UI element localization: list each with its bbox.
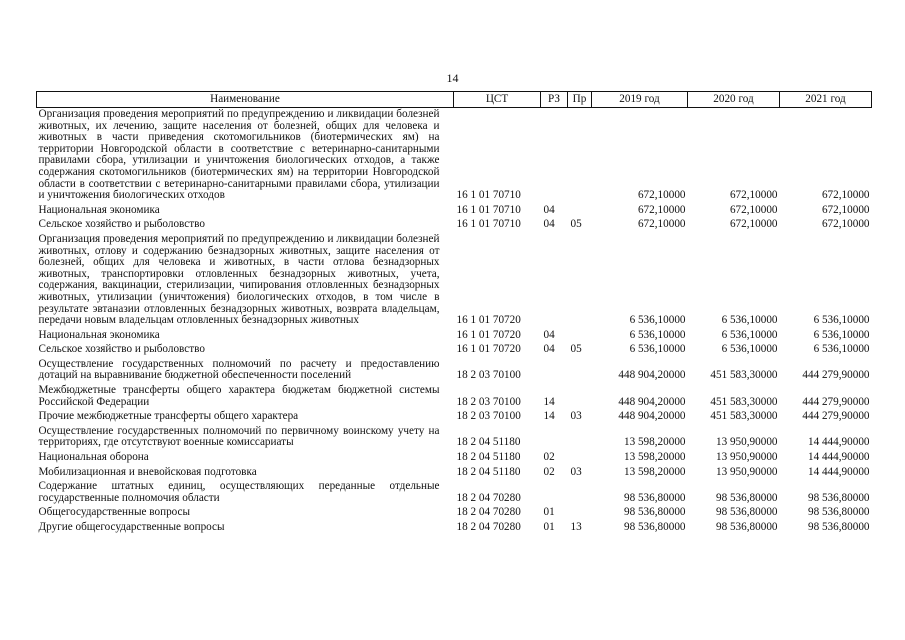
row-2021: 6 536,10000 [813,343,870,356]
row-2021: 672,10000 [821,218,870,231]
row-2020: 98 536,80000 [715,506,778,519]
row-2020: 13 950,90000 [715,451,778,464]
row-pr: 03 [570,465,582,478]
row-2019: 13 598,20000 [623,436,686,449]
row-name: Сельское хозяйство и рыболовство [38,218,205,231]
row-2019: 6 536,10000 [629,343,686,356]
header-2020: 2020 год [688,92,780,108]
table-row [37,425,872,451]
header-2019: 2019 год [592,92,688,108]
row-2021: 14 444,90000 [807,451,870,464]
table-row [37,466,872,481]
row-name: Общегосударственные вопросы [38,506,191,519]
row-pr [568,329,592,344]
header-pr: Пр [568,92,592,108]
table-body [37,108,872,536]
row-2019: 98 536,80000 [623,521,686,533]
table-row [37,410,872,425]
row-2021: 444 279,90000 [802,369,870,382]
row-2021: 98 536,80000 [807,521,870,533]
row-2020: 6 536,10000 [721,343,778,356]
row-2021: 444 279,90000 [802,410,870,423]
row-name: Сельское хозяйство и рыболовство [38,343,205,356]
row-2021: 98 536,80000 [807,491,870,504]
row-2019: 6 536,10000 [629,328,686,341]
row-2021: 672,10000 [821,189,870,202]
row-rz [541,108,568,204]
row-rz: 04 [543,343,555,356]
row-2021: 98 536,80000 [807,506,870,519]
row-name: Мобилизационная и вневойсковая подготовка [38,465,257,478]
row-2020: 13 950,90000 [715,436,778,449]
row-2021: 672,10000 [821,203,870,216]
row-cst: 18 2 04 70280 [456,491,521,504]
row-cst: 16 1 01 70710 [456,218,521,231]
row-2020: 672,10000 [729,218,778,231]
row-cst: 16 1 01 70720 [456,328,521,341]
table-row [37,329,872,344]
header-cst: ЦСТ [454,92,541,108]
header-name: Наименование [37,92,454,108]
row-rz [541,425,568,451]
table-row [37,358,872,384]
row-2021: 6 536,10000 [813,328,870,341]
row-rz [541,480,568,506]
table-header-row [37,92,872,108]
row-name: Осуществление государственных полномочий по расчету и предоставлению дотаций на выравнивание бюджетной обеспеченности поселений [38,357,440,382]
header-rz: РЗ [541,92,568,108]
row-pr: 05 [570,343,582,356]
row-name: Осуществление государственных полномочий по первичному воинскому учету на территориях, где отсутствуют военные комиссариаты [38,424,440,449]
table-row [37,384,872,410]
row-name: Национальная экономика [38,328,160,341]
row-2019: 6 536,10000 [629,314,686,327]
budget-table [36,91,872,536]
row-cst: 16 1 01 70720 [456,343,521,356]
row-name: Другие общегосударственные вопросы [38,521,225,533]
row-cst: 18 2 03 70100 [456,395,521,408]
row-rz: 04 [543,203,555,216]
table-row [37,451,872,466]
row-name: Содержание штатных единиц, осуществляющих переданные отдельные государственные полномочия области [38,480,440,504]
row-rz: 14 [543,410,555,423]
row-pr [568,480,592,506]
table-row [37,218,872,233]
table-row [37,521,872,536]
row-cst: 18 2 04 70280 [456,506,521,519]
page-number: 14 [446,71,459,85]
row-pr: 05 [570,218,582,231]
header-2021: 2021 год [780,92,872,108]
row-2020: 672,10000 [729,189,778,202]
row-2019: 448 904,20000 [618,395,686,408]
row-pr: 13 [570,521,582,533]
row-cst: 16 1 01 70710 [456,203,521,216]
row-2019: 448 904,20000 [618,410,686,423]
row-2020: 13 950,90000 [715,465,778,478]
row-2020: 451 583,30000 [710,410,778,423]
row-pr [568,384,592,410]
row-pr [568,425,592,451]
row-pr [568,358,592,384]
row-2019: 672,10000 [637,189,686,202]
row-rz [541,358,568,384]
row-2020: 672,10000 [729,203,778,216]
row-2020: 451 583,30000 [710,369,778,382]
row-2021: 444 279,90000 [802,395,870,408]
row-name: Межбюджетные трансферты общего характера бюджетам бюджетной системы Российской Федерации [38,384,440,408]
row-cst: 18 2 03 70100 [456,410,521,423]
row-2019: 13 598,20000 [623,465,686,478]
row-rz: 04 [543,328,555,341]
table-row [37,233,872,329]
row-name: Организация проведения мероприятий по предупреждению и ликвидации болезней животных, отлову и содержанию безнадзорных животных, защите населения от болезней, общих для человека и животных, в части отлова безнадзорных животных, транспортировки отловленных безнадзорных животных, учета, содержания, вакцинации, стерилизации, чипирования отловленных безнадзорных животных, утилизации (уничтожения) биологических отходов, в том числе в результате эвтаназии отловленных безнадзорных животных, возврата владельцам, передачи новым владельцам отловленных безнадзорных животных [38,232,440,327]
row-rz: 01 [543,506,555,519]
row-pr: 03 [570,410,582,423]
row-2019: 13 598,20000 [623,451,686,464]
row-2020: 98 536,80000 [715,491,778,504]
row-cst: 18 2 04 51180 [456,465,521,478]
row-cst: 16 1 01 70720 [456,314,521,327]
table-row [37,506,872,521]
row-cst: 18 2 04 70280 [456,521,521,533]
row-2019: 448 904,20000 [618,369,686,382]
row-pr [568,204,592,219]
row-cst: 16 1 01 70710 [456,189,521,202]
row-rz: 01 [543,521,555,533]
row-2019: 98 536,80000 [623,491,686,504]
row-rz: 04 [543,218,555,231]
table-row [37,343,872,358]
row-2019: 672,10000 [637,218,686,231]
row-2020: 6 536,10000 [721,328,778,341]
row-rz: 02 [543,465,555,478]
row-2021: 14 444,90000 [807,436,870,449]
row-2019: 98 536,80000 [623,506,686,519]
row-cst: 18 2 03 70100 [456,369,521,382]
row-pr [568,233,592,329]
row-rz [541,233,568,329]
row-cst: 18 2 04 51180 [456,436,521,449]
row-pr [568,506,592,521]
row-2021: 14 444,90000 [807,465,870,478]
row-name: Национальная оборона [38,451,149,464]
table-row [37,108,872,204]
row-rz: 14 [543,395,555,408]
row-2021: 6 536,10000 [813,314,870,327]
row-name: Национальная экономика [38,203,160,216]
row-2020: 6 536,10000 [721,314,778,327]
row-name: Организация проведения мероприятий по предупреждению и ликвидации болезней животных, их лечению, защите населения от болезней, общих для человека и животных в части приведения скотомогильников (биотермических ям) на территории Новгородской области в соответствие с ветеринарно-санитарными правилами сбора, утилизации и уничтожения биологических отходов, а также содержания скотомогильников (биотермических ям) на территории Новгородской области в соответствии с ветеринарно-санитарными правилами сбора, утилизации и уничтожения биологических отходов [38,108,440,202]
row-pr [568,451,592,466]
row-rz: 02 [543,451,555,464]
row-2019: 672,10000 [637,203,686,216]
row-name: Прочие межбюджетные трансферты общего характера [38,410,299,423]
row-cst: 18 2 04 51180 [456,451,521,464]
table-row [37,204,872,219]
row-pr [568,108,592,204]
row-2020: 98 536,80000 [715,521,778,533]
row-2020: 451 583,30000 [710,395,778,408]
table-row [37,480,872,506]
